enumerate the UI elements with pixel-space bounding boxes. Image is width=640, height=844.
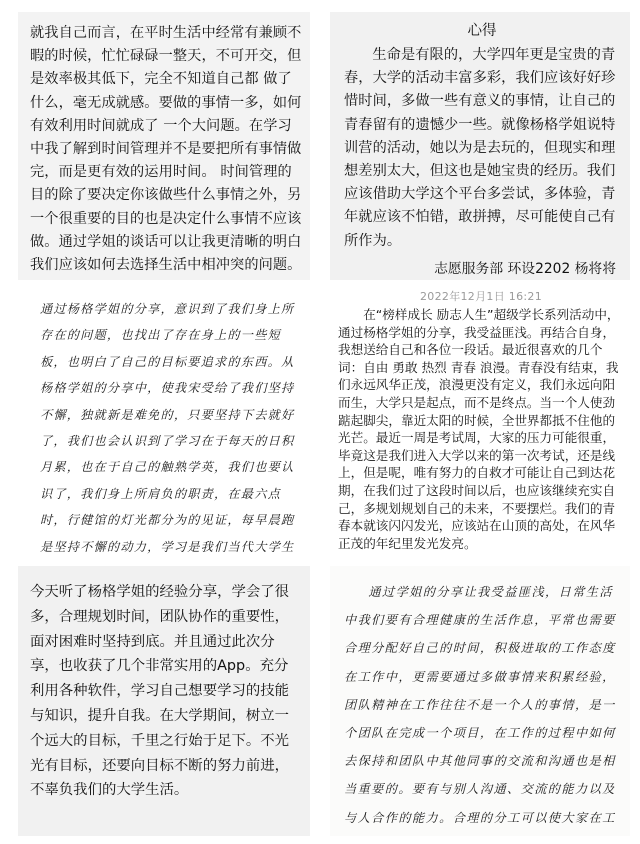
reflection-text bbox=[30, 22, 302, 277]
handwritten-note-2 bbox=[330, 566, 630, 836]
reflection-card-xinde bbox=[330, 12, 630, 280]
paragraph: 就我自己而言，在平时生活中经常有兼顾不暇的时候，忙忙碌碌一整天，不可开交，但是效率极其低下，完全不知道自己都 做了什么，毫无成就感。要做的事情一多，如何有效利用时间就成了 一个大问题。在学习中我了解到时间管理并不是要把所有事情做完，而是更有效的运用时间。 时间管理的目的除了要决定你该做些什么事情之外，另一个很重要的目的也是决定什么事情不应该做。通过学姐的谈话可以让我更清晰的明白我们应该如何去选择生活中相冲突的问题。 bbox=[30, 25, 302, 274]
handwritten-note-1 bbox=[22, 288, 310, 554]
timestamp: 2022年12月1日 16:21 bbox=[420, 290, 542, 303]
card-title: 心得 bbox=[467, 23, 497, 39]
handwritten-text: 通过学姐的分享让我受益匪浅，日常生活中我们要有合理健康的生活作息，平常也需要合理分配好自己的时间，积极进取的工作态度在工作中，更需要通过多做事情来积累经验，团队精神在工作往往不是一个人的事情，是一个团队在完成一个项目，在工作的过程中如何去保持和团队中其他同事的交流和沟通也是相当重要的。要有与别人沟通、交流的能力以及与人合作的能力。合理的分工可以使大家在工 bbox=[344, 585, 616, 825]
note-screenshot bbox=[330, 282, 630, 560]
reflection-text: 在“榜样成长 励志人生”超级学长系列活动中，通过杨格学姐的分享，我受益匪浅。再结合自身，我想送给自己和各位一段话。最近很喜欢的几个词：自由 勇敢 热烈 青春 浪漫。青春没有结束，我们永远风华正茂，浪漫更没有定义，我们永远向阳而生，大学只是起点，而不是终点。当一个人使劲踮起脚尖，靠近太阳的时候，全世界都抵不住他的光芒。最近一周是考试周，大家的压力可能很重，毕竟这是我们进入大学以来的第一次考试，还是线上，但是呢，唯有努力的自救才可能让自己到达花期，在我们过了这段时间以后，也应该继续充实自己，多规划规划自己的未来，不要摆烂。我们的青春本就该闪闪发光，应该站在山顶的高处，在风华正茂的年纪里发光发亮。 bbox=[338, 307, 620, 551]
author-signature: 志愿服务部 环设2202 杨将将 bbox=[434, 260, 616, 277]
reflection-text: 生命是有限的，大学四年更是宝贵的青春，大学的活动丰富多彩，我们应该好好珍惜时间，多做一些有意义的事情，让自己的青春留有的遗憾少一些。就像杨格学姐说特训营的活动，她以为是去玩的，但现实和理想差别太大，但这也是她宝贵的经历。我们应该借助大学这个平台多尝试，多体验，青年就应该不怕错，敢拼搏，尽可能使自己有所作为。 bbox=[344, 47, 616, 249]
handwritten-text: 通过杨格学姐的分享，意识到了我们身上所存在的问题，也找出了存在身上的一些短板，也明白了自己的目标要追求的东西。从杨格学姐的分享中，使我宋受给了我们坚持不懈，独就新是难免的，只要坚持下去就好了，我们也会认识到了学习在于每天的日积月累，也在于自己的触熟学英，我们也要认识了，我们身上所肩负的职责，在最六点时，行健馆的灯光都分为的见证，每早晨跑是坚持不懈的动力，学习是我们当代大学生 bbox=[40, 302, 295, 554]
reflection-card-app-tips bbox=[18, 566, 310, 836]
reflection-card-time-management bbox=[18, 12, 310, 280]
reflection-text: 今天听了杨格学姐的经验分享，学会了很多，合理规划时间，团队协作的重要性，面对困难时坚持到底。并且通过此次分享，也收获了几个非常实用的App。充分利用各种软件，学习自己想要学习的技能与知识，提升自我。在大学期间，树立一个远大的目标，千里之行始于足下。不光光有目标，还要向目标不断的努力前进，不辜负我们的大学生活。 bbox=[30, 584, 290, 799]
